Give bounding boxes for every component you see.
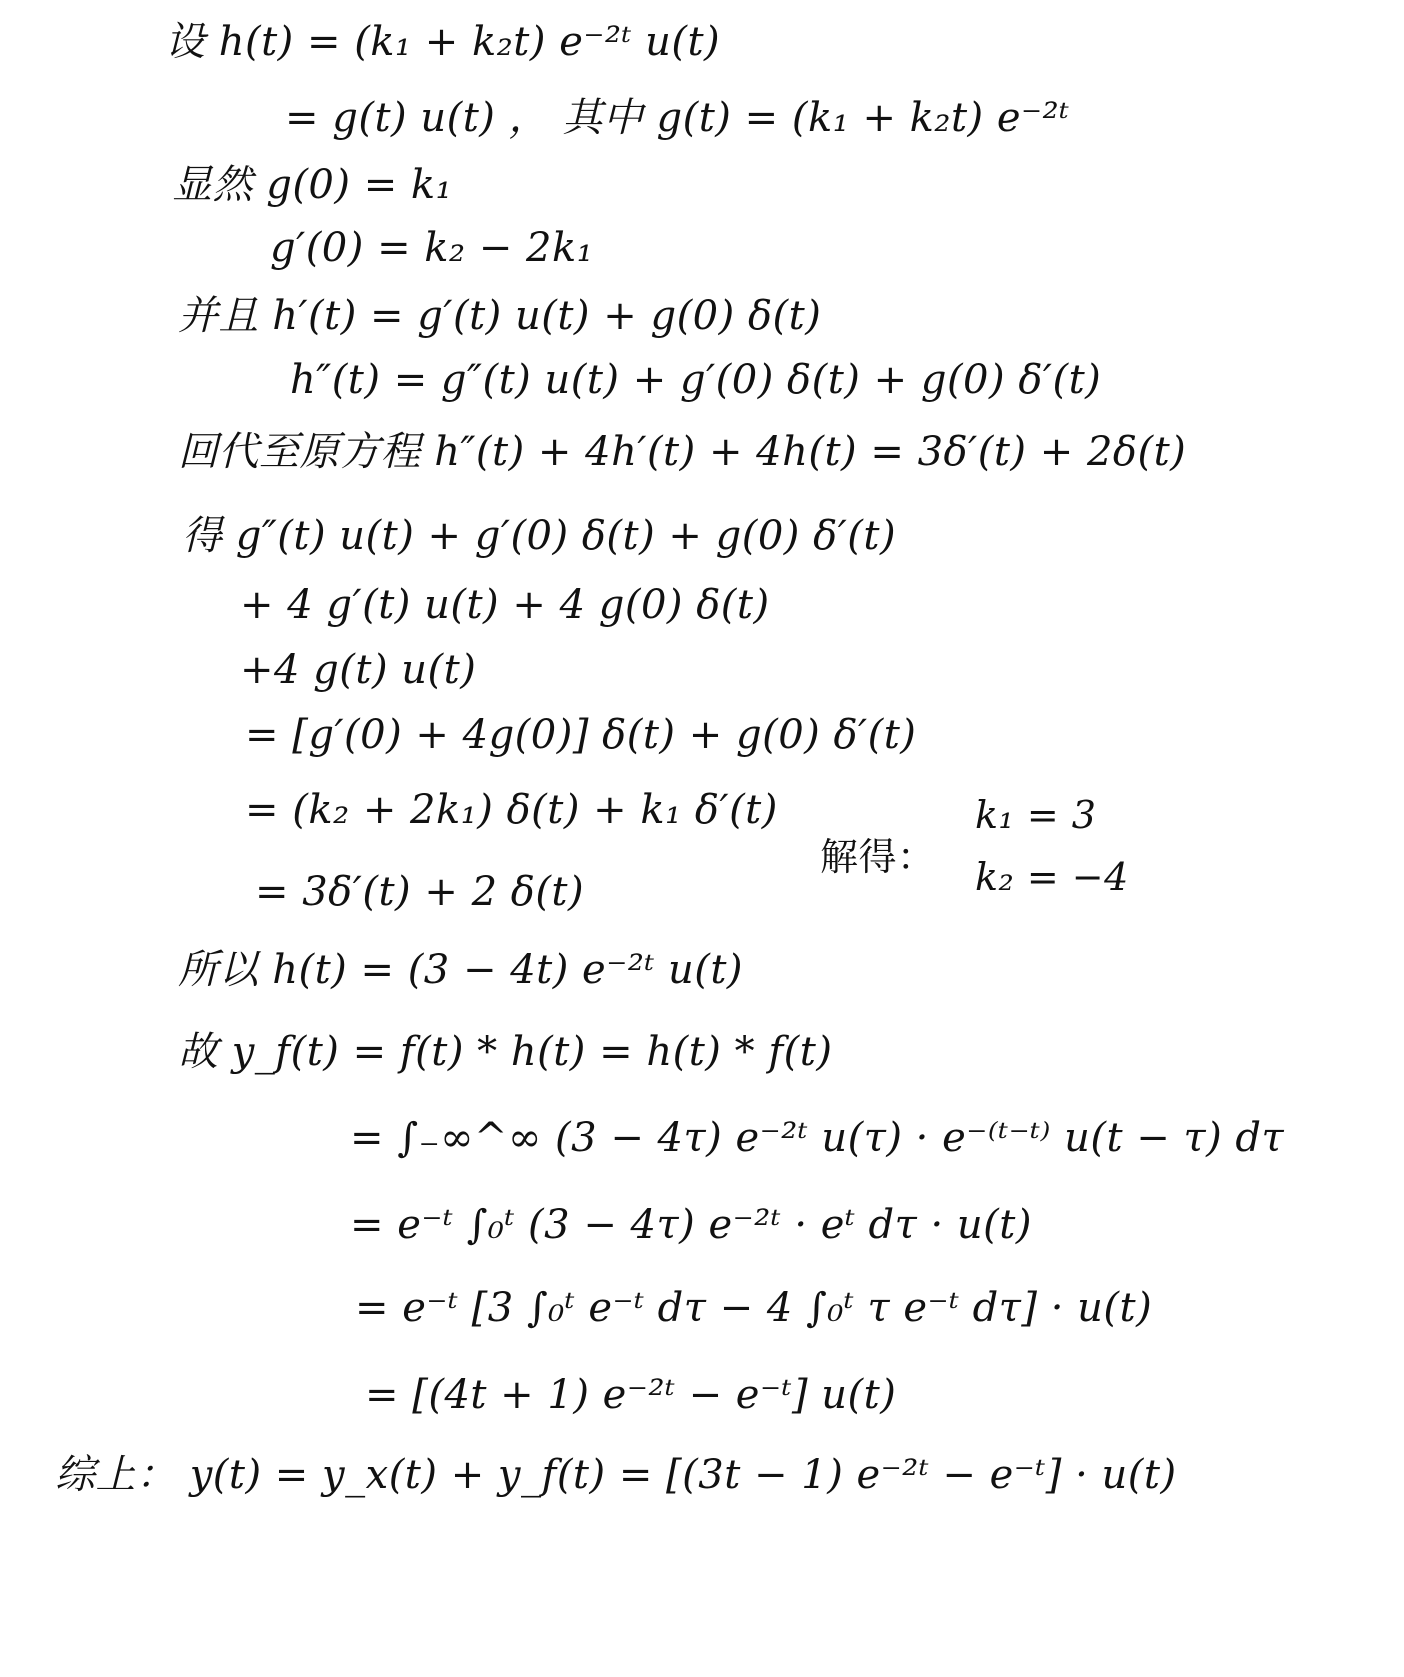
line-convolution-2: = e⁻ᵗ ∫₀ᵗ (3 − 4τ) e⁻²ᵗ · eᵗ dτ · u(t) [350, 1202, 1032, 1248]
line-h-prime: 并且 h′(t) = g′(t) u(t) + g(0) δ(t) [178, 293, 822, 339]
line-convolution-1: = ∫₋∞^∞ (3 − 4τ) e⁻²ᵗ u(τ) · e⁻⁽ᵗ⁻ᵗ⁾ u(t − τ) dτ [350, 1115, 1285, 1161]
line-h-final: 所以 h(t) = (3 − 4t) e⁻²ᵗ u(t) [178, 947, 743, 993]
line-h-double-prime: h″(t) = g″(t) u(t) + g′(0) δ(t) + g(0) δ′(t) [290, 357, 1102, 403]
line-result-6: = 3δ′(t) + 2 δ(t) [255, 869, 585, 915]
line-substitute-eq: 回代至原方程 h″(t) + 4h′(t) + 4h(t) = 3δ′(t) + 2δ(t) [178, 429, 1187, 475]
line-result-4: = [g′(0) + 4g(0)] δ(t) + g(0) δ′(t) [245, 712, 917, 758]
line-k2-value: k₂ = −4 [975, 855, 1129, 899]
line-conclusion: 综上： y(t) = y_x(t) + y_f(t) = [(3t − 1) e⁻²ᵗ − e⁻ᵗ] · u(t) [55, 1452, 1177, 1498]
line-g0: 显然 g(0) = k₁ [172, 162, 453, 208]
line-result-5: = (k₂ + 2k₁) δ(t) + k₁ δ′(t) [245, 787, 778, 833]
line-convolution-4: = [(4t + 1) e⁻²ᵗ − e⁻ᵗ] u(t) [365, 1372, 897, 1418]
line-solve-label: 解得： [820, 835, 936, 879]
line-result-3: +4 g(t) u(t) [240, 647, 477, 693]
line-result-2: + 4 g′(t) u(t) + 4 g(0) δ(t) [240, 582, 770, 628]
line-g-prime-0: g′(0) = k₂ − 2k₁ [270, 225, 594, 271]
line-k1-value: k₁ = 3 [975, 793, 1097, 837]
line-assume-h: 设 h(t) = (k₁ + k₂t) e⁻²ᵗ u(t) [165, 19, 721, 65]
line-yf-definition: 故 y_f(t) = f(t) * h(t) = h(t) * f(t) [178, 1029, 833, 1075]
line-result-1: 得 g″(t) u(t) + g′(0) δ(t) + g(0) δ′(t) [182, 513, 897, 559]
line-g-definition: = g(t) u(t) ， 其中 g(t) = (k₁ + k₂t) e⁻²ᵗ [285, 95, 1070, 141]
line-convolution-3: = e⁻ᵗ [3 ∫₀ᵗ e⁻ᵗ dτ − 4 ∫₀ᵗ τ e⁻ᵗ dτ] · u(t) [355, 1285, 1153, 1331]
